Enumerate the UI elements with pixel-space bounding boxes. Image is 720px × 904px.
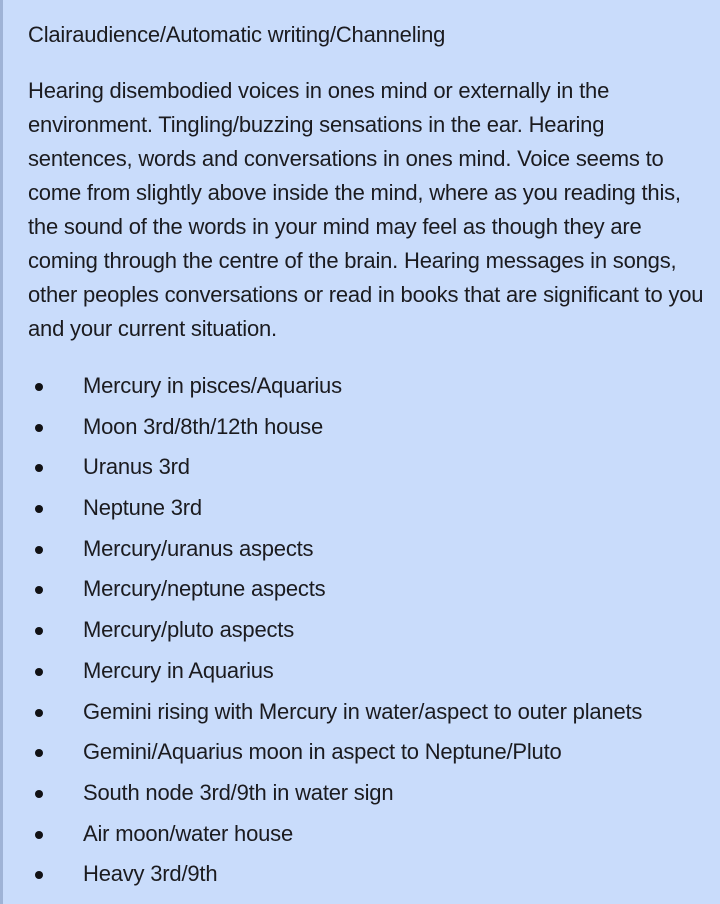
bullet-icon	[35, 831, 43, 839]
section-heading: Clairaudience/Automatic writing/Channeling	[28, 22, 446, 47]
list-item-text: Heavy 3rd/9th	[83, 861, 218, 887]
list-item	[28, 569, 704, 610]
placement-list	[28, 366, 704, 895]
list-item	[28, 773, 704, 814]
list-item	[28, 692, 704, 733]
list-item-text: South node 3rd/9th in water sign	[83, 779, 394, 805]
list-item	[28, 814, 704, 855]
list-item	[28, 610, 704, 651]
list-item	[28, 732, 704, 773]
list-item-text: Moon 3rd/8th/12th house	[83, 413, 324, 439]
bullet-icon	[35, 668, 43, 676]
list-item-text: Air moon/water house	[83, 820, 293, 846]
bullet-icon	[35, 424, 43, 432]
bullet-icon	[35, 383, 43, 391]
list-item	[28, 529, 704, 570]
list-item-text: Mercury/pluto aspects	[83, 617, 294, 643]
note-content	[28, 18, 704, 895]
list-item-text: Mercury in pisces/Aquarius	[83, 373, 342, 398]
list-item	[28, 854, 704, 895]
list-item-text: Mercury/uranus aspects	[83, 535, 314, 561]
left-border	[0, 0, 3, 904]
bullet-icon	[35, 709, 43, 717]
list-item-text: Uranus 3rd	[83, 454, 190, 480]
list-item	[28, 407, 704, 448]
list-item-text: Mercury/neptune aspects	[83, 576, 326, 602]
list-item-text: Mercury in Aquarius	[83, 657, 274, 683]
bullet-icon	[35, 505, 43, 513]
bullet-icon	[35, 627, 43, 635]
list-item	[28, 651, 704, 692]
list-item-text: Gemini rising with Mercury in water/aspect to outer planets	[83, 698, 643, 724]
bullet-icon	[35, 586, 43, 594]
list-item	[28, 488, 704, 529]
list-item	[28, 366, 704, 407]
bullet-icon	[35, 871, 43, 879]
list-item-text: Gemini/Aquarius moon in aspect to Neptune/Pluto	[83, 739, 562, 765]
list-item-text: Neptune 3rd	[83, 495, 202, 521]
bullet-icon	[35, 790, 43, 798]
bullet-icon	[35, 546, 43, 554]
bullet-icon	[35, 464, 43, 472]
description-paragraph: Hearing disembodied voices in ones mind or externally in the environment. Tingling/buzzing sensations in the ear. Hearing sentences, words and conversations in ones mind. Voice seems to come from slightly above inside the mind, where as you reading this, the sound of the words in your mind may feel as though they are coming through the centre of the brain. Hearing messages in songs, other peoples conversations or read in books that are significant to you and your current situation.	[28, 78, 704, 341]
bullet-icon	[35, 749, 43, 757]
list-item	[28, 447, 704, 488]
